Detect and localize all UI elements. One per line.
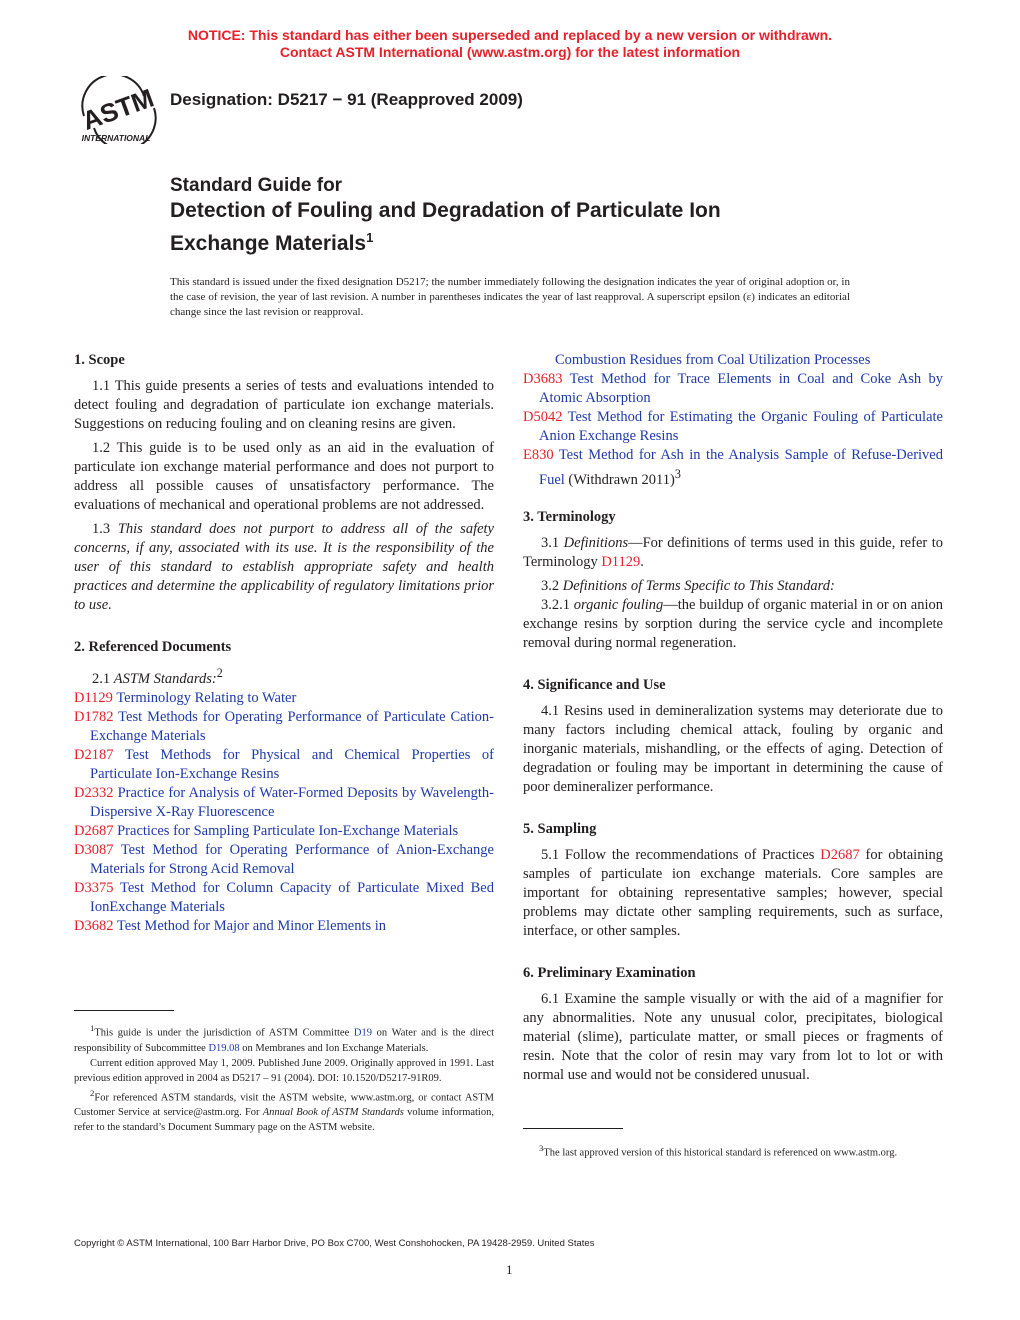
- title-line-2: Detection of Fouling and Degradation of Particulate Ion: [170, 199, 721, 222]
- document-title: [170, 175, 870, 257]
- section-heading-terminology: 3. Terminology: [523, 508, 616, 525]
- astm-logo: [74, 76, 164, 144]
- ref-item[interactable]: D2332 Practice for Analysis of Water-Formed Deposits by Wavelength-Dispersive X-Ray Fluorescence: [74, 784, 494, 820]
- significance-para-4-1: 4.1 Resins used in demineralization systems may deteriorate due to many factors including chemical attack, fouling by organic and inorganic materials, mishandling, or the effects of aging. Detection of degradation or fouling may be important in determining the cause of poor demineralizer performance.: [523, 702, 943, 795]
- footnote-1: $^1$This guide is under the jurisdiction of ASTM Committee D19 on Water and is the direct responsibility of Subcommittee D19.08 on Membranes and Ion Exchange Materials.: [74, 1023, 495, 1054]
- section-heading-preliminary: 6. Preliminary Examination: [523, 964, 696, 981]
- title-footnote-ref[interactable]: 1: [366, 230, 374, 245]
- scope-para-1-1: 1.1 This guide presents a series of tests and evaluations intended to detect fouling and degradation of particulate ion exchange materials. Suggestions on reducing fouling and on cleaning resins are given.: [74, 378, 494, 432]
- footnote-2: $^2$For referenced ASTM standards, visit the ASTM website, www.astm.org, or contact ASTM Customer Service at service@astm.org. For Annual Book of ASTM Standards volume information, refer to the standard’s Document Summary page on the ASTM website.: [74, 1087, 494, 1133]
- footnote-rule-right: [523, 1128, 623, 1129]
- footnote-3: $^3$The last approved version of this historical standard is referenced on www.astm.org.: [539, 1143, 898, 1159]
- supersede-notice: [0, 27, 1020, 61]
- terminology-para-3-2-1: 3.2.1 organic fouling—the buildup of organic material in or on anion exchange resins by sorption during the service cycle and incomplete removal during normal regeneration.: [523, 596, 944, 651]
- sampling-para-5-1: 5.1 Follow the recommendations of Practices D2687 for obtaining samples of particulate ion exchange materials. Core samples are important for obtaining representative samples; however, special problems may dictate other sampling requirements, such as surface, interface, or other samples.: [523, 846, 943, 939]
- scope-para-1-2: 1.2 This guide is to be used only as an aid in the evaluation of particulate ion exchange material performance and does not purport to address all possible causes of unsatisfactory performance. The evaluations of mechanical and operational problems are not addressed.: [74, 440, 494, 513]
- terminology-para-3-1: 3.1 Definitions—For definitions of terms used in this guide, refer to Terminology D1129.: [523, 534, 944, 570]
- ref-item[interactable]: D2187 Test Methods for Physical and Chemical Properties of Particulate Ion-Exchange Resins: [74, 746, 494, 782]
- ref-item[interactable]: D1129 Terminology Relating to Water: [74, 689, 297, 706]
- scope-para-1-3: 1.3 This standard does not purport to address all of the safety concerns, if any, associated with its use. It is the responsibility of the user of this standard to establish appropriate safety and health practices and determine the applicability of regulatory limitations prior to use.: [74, 521, 494, 613]
- logo-text: ASTM: [78, 82, 158, 136]
- ref-item[interactable]: D3087 Test Method for Operating Performance of Anion-Exchange Materials for Strong Acid Removal: [74, 841, 494, 877]
- terminology-para-3-2: 3.2 Definitions of Terms Specific to This Standard:: [541, 577, 835, 594]
- footnotes-right: [523, 1141, 943, 1161]
- committee-link[interactable]: D19: [353, 1027, 373, 1039]
- ref-item[interactable]: D3683 Test Method for Trace Elements in Coal and Coke Ash by Atomic Absorption: [523, 371, 943, 406]
- right-column: [523, 351, 943, 1090]
- section-heading-referenced: 2. Referenced Documents: [74, 639, 232, 655]
- left-column: [74, 351, 494, 936]
- ref-item[interactable]: D3375 Test Method for Column Capacity of Particulate Mixed Bed IonExchange Materials: [74, 879, 494, 915]
- footnotes-left: [74, 1021, 494, 1135]
- notice-line-1: NOTICE: This standard has either been superseded and replaced by a new version or withdrawn.: [187, 27, 833, 43]
- page-number: 1: [506, 1262, 513, 1277]
- subcommittee-link[interactable]: D19.08: [208, 1042, 240, 1054]
- ref-item-continued[interactable]: Combustion Residues from Coal Utilization Processes: [555, 352, 871, 368]
- ref-item[interactable]: D2687 Practices for Sampling Particulate Ion-Exchange Materials: [74, 822, 459, 839]
- notice-line-2: Contact ASTM International (www.astm.org) for the latest information: [279, 44, 741, 60]
- ref-item[interactable]: E830 Test Method for Ash in the Analysis Sample of Refuse-Derived Fuel (Withdrawn 2011)$^3$: [523, 447, 943, 488]
- copyright-line: Copyright © ASTM International, 100 Barr Harbor Drive, PO Box C700, West Conshohocken, PA 19428-2959. United States: [74, 1238, 595, 1249]
- section-heading-significance: 4. Significance and Use: [523, 676, 666, 693]
- ref-item[interactable]: D5042 Test Method for Estimating the Organic Fouling of Particulate Anion Exchange Resins: [523, 409, 943, 444]
- preliminary-para-6-1: 6.1 Examine the sample visually or with the aid of a magnifier for any abnormalities. Note any unusual color, precipitates, biological material (slime), particulate matter, or small pieces or fragments of resin. Note that the color of resin may vary from lot to lot or with normal use and would not be considered unusual.: [523, 990, 943, 1083]
- ref-item[interactable]: D3682 Test Method for Major and Minor Elements in: [74, 917, 387, 934]
- logo-subtext: INTERNATIONAL: [81, 133, 151, 143]
- section-heading-scope: 1. Scope: [74, 352, 125, 368]
- section-heading-sampling: 5. Sampling: [523, 820, 597, 837]
- designation: Designation: D5217 − 91 (Reapproved 2009): [170, 90, 523, 109]
- title-line-3: Exchange Materials$^1$: [170, 230, 374, 255]
- terminology-link[interactable]: D1129: [601, 553, 641, 570]
- issuance-note: This standard is issued under the fixed designation D5217; the number immediately following the designation indicates the year of original adoption or, in the case of revision, the year of last revision. A number in parentheses indicates the year of last reapproval. A superscript epsilon (ε) indicates an editorial change since the last revision or reapproval.: [170, 276, 850, 318]
- title-line-1: Standard Guide for: [170, 175, 343, 196]
- footnote-1-edition: Current edition approved May 1, 2009. Published June 2009. Originally approved in 1991. Last previous edition approved in 2004 as D5217 – 91 (2004). DOI: 10.1520/D5217-91R09.: [74, 1057, 494, 1084]
- sampling-link[interactable]: D2687: [820, 846, 860, 863]
- footnote-rule-left: [74, 1010, 174, 1011]
- astm-standards-label: 2.1 ASTM Standards:$^2$: [92, 666, 223, 687]
- ref-item[interactable]: D1782 Test Methods for Operating Performance of Particulate Cation-Exchange Materials: [74, 708, 494, 744]
